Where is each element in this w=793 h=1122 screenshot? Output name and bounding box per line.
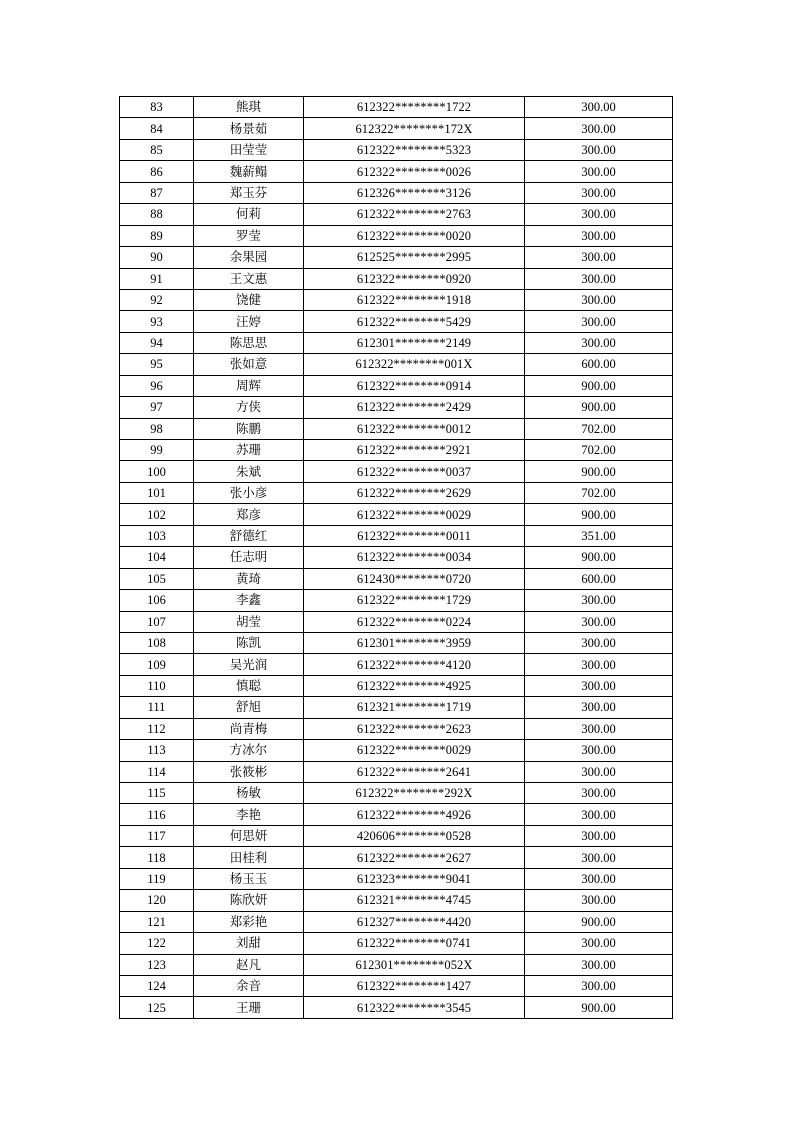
row-number-cell: 93 <box>120 311 194 332</box>
amount-cell: 300.00 <box>525 311 673 332</box>
amount-cell: 300.00 <box>525 247 673 268</box>
amount-cell: 300.00 <box>525 825 673 846</box>
name-cell: 余果园 <box>194 247 304 268</box>
id-number-cell: 612430********0720 <box>304 568 525 589</box>
amount-cell: 300.00 <box>525 954 673 975</box>
row-number-cell: 83 <box>120 97 194 118</box>
table-row <box>120 718 673 739</box>
name-cell: 田莹莹 <box>194 139 304 160</box>
name-cell: 王珊 <box>194 997 304 1018</box>
name-cell: 杨景茹 <box>194 118 304 139</box>
row-number-cell: 85 <box>120 139 194 160</box>
row-number-cell: 114 <box>120 761 194 782</box>
amount-cell: 300.00 <box>525 332 673 353</box>
id-number-cell: 612322********2763 <box>304 204 525 225</box>
id-number-cell: 612322********5323 <box>304 139 525 160</box>
id-number-cell: 612322********4925 <box>304 675 525 696</box>
row-number-cell: 86 <box>120 161 194 182</box>
amount-cell: 300.00 <box>525 740 673 761</box>
table-row <box>120 118 673 139</box>
row-number-cell: 89 <box>120 225 194 246</box>
amount-cell: 300.00 <box>525 225 673 246</box>
amount-cell: 900.00 <box>525 504 673 525</box>
table-row <box>120 890 673 911</box>
id-number-cell: 612322********0012 <box>304 418 525 439</box>
id-number-cell: 612322********0026 <box>304 161 525 182</box>
table-row <box>120 675 673 696</box>
name-cell: 陈鹏 <box>194 418 304 439</box>
table-row <box>120 590 673 611</box>
name-cell: 张筱彬 <box>194 761 304 782</box>
table-row <box>120 547 673 568</box>
name-cell: 郑彦 <box>194 504 304 525</box>
amount-cell: 300.00 <box>525 204 673 225</box>
id-number-cell: 612322********4120 <box>304 654 525 675</box>
amount-cell: 300.00 <box>525 868 673 889</box>
row-number-cell: 111 <box>120 697 194 718</box>
name-cell: 熊琪 <box>194 97 304 118</box>
row-number-cell: 103 <box>120 525 194 546</box>
amount-cell: 300.00 <box>525 804 673 825</box>
id-number-cell: 612301********3959 <box>304 632 525 653</box>
table-row <box>120 761 673 782</box>
name-cell: 陈欣妍 <box>194 890 304 911</box>
id-number-cell: 612322********2627 <box>304 847 525 868</box>
id-number-cell: 612322********2641 <box>304 761 525 782</box>
name-cell: 慎聪 <box>194 675 304 696</box>
table-row <box>120 783 673 804</box>
table-row <box>120 268 673 289</box>
row-number-cell: 84 <box>120 118 194 139</box>
amount-cell: 300.00 <box>525 890 673 911</box>
name-cell: 舒旭 <box>194 697 304 718</box>
row-number-cell: 95 <box>120 354 194 375</box>
row-number-cell: 107 <box>120 611 194 632</box>
table-row <box>120 804 673 825</box>
row-number-cell: 123 <box>120 954 194 975</box>
table-row <box>120 525 673 546</box>
id-number-cell: 612322********2629 <box>304 482 525 503</box>
name-cell: 余音 <box>194 975 304 996</box>
name-cell: 何莉 <box>194 204 304 225</box>
row-number-cell: 112 <box>120 718 194 739</box>
row-number-cell: 99 <box>120 440 194 461</box>
roster-table-body <box>120 97 673 1019</box>
id-number-cell: 612301********2149 <box>304 332 525 353</box>
table-row <box>120 440 673 461</box>
name-cell: 尚青梅 <box>194 718 304 739</box>
row-number-cell: 113 <box>120 740 194 761</box>
row-number-cell: 118 <box>120 847 194 868</box>
id-number-cell: 612322********0020 <box>304 225 525 246</box>
name-cell: 魏薪鳎 <box>194 161 304 182</box>
table-row <box>120 504 673 525</box>
name-cell: 郑玉芬 <box>194 182 304 203</box>
row-number-cell: 124 <box>120 975 194 996</box>
id-number-cell: 612321********4745 <box>304 890 525 911</box>
row-number-cell: 115 <box>120 783 194 804</box>
amount-cell: 900.00 <box>525 397 673 418</box>
id-number-cell: 612322********292X <box>304 783 525 804</box>
amount-cell: 300.00 <box>525 611 673 632</box>
amount-cell: 300.00 <box>525 289 673 310</box>
amount-cell: 900.00 <box>525 375 673 396</box>
id-number-cell: 612322********0034 <box>304 547 525 568</box>
id-number-cell: 612322********0920 <box>304 268 525 289</box>
row-number-cell: 110 <box>120 675 194 696</box>
amount-cell: 300.00 <box>525 654 673 675</box>
name-cell: 郑彩艳 <box>194 911 304 932</box>
id-number-cell: 612321********1719 <box>304 697 525 718</box>
table-row <box>120 482 673 503</box>
row-number-cell: 108 <box>120 632 194 653</box>
amount-cell: 300.00 <box>525 718 673 739</box>
id-number-cell: 612322********0914 <box>304 375 525 396</box>
name-cell: 张如意 <box>194 354 304 375</box>
name-cell: 黄琦 <box>194 568 304 589</box>
table-row <box>120 654 673 675</box>
amount-cell: 900.00 <box>525 461 673 482</box>
id-number-cell: 612322********001X <box>304 354 525 375</box>
table-row <box>120 182 673 203</box>
name-cell: 何思妍 <box>194 825 304 846</box>
table-row <box>120 311 673 332</box>
table-row <box>120 204 673 225</box>
table-row <box>120 397 673 418</box>
row-number-cell: 87 <box>120 182 194 203</box>
id-number-cell: 420606********0528 <box>304 825 525 846</box>
row-number-cell: 98 <box>120 418 194 439</box>
row-number-cell: 102 <box>120 504 194 525</box>
name-cell: 王文惠 <box>194 268 304 289</box>
table-row <box>120 161 673 182</box>
table-row <box>120 847 673 868</box>
table-row <box>120 332 673 353</box>
table-row <box>120 354 673 375</box>
id-number-cell: 612322********5429 <box>304 311 525 332</box>
id-number-cell: 612322********1918 <box>304 289 525 310</box>
name-cell: 饶健 <box>194 289 304 310</box>
table-row <box>120 225 673 246</box>
amount-cell: 300.00 <box>525 933 673 954</box>
table-row <box>120 997 673 1018</box>
id-number-cell: 612326********3126 <box>304 182 525 203</box>
row-number-cell: 105 <box>120 568 194 589</box>
table-row <box>120 139 673 160</box>
table-row <box>120 868 673 889</box>
table-row <box>120 289 673 310</box>
amount-cell: 702.00 <box>525 482 673 503</box>
amount-cell: 300.00 <box>525 697 673 718</box>
amount-cell: 900.00 <box>525 997 673 1018</box>
id-number-cell: 612322********0029 <box>304 740 525 761</box>
row-number-cell: 100 <box>120 461 194 482</box>
name-cell: 吴光润 <box>194 654 304 675</box>
name-cell: 胡莹 <box>194 611 304 632</box>
table-row <box>120 611 673 632</box>
amount-cell: 351.00 <box>525 525 673 546</box>
id-number-cell: 612322********4926 <box>304 804 525 825</box>
amount-cell: 900.00 <box>525 547 673 568</box>
amount-cell: 300.00 <box>525 847 673 868</box>
row-number-cell: 104 <box>120 547 194 568</box>
id-number-cell: 612322********0037 <box>304 461 525 482</box>
amount-cell: 300.00 <box>525 783 673 804</box>
id-number-cell: 612322********0029 <box>304 504 525 525</box>
row-number-cell: 125 <box>120 997 194 1018</box>
id-number-cell: 612322********2623 <box>304 718 525 739</box>
name-cell: 陈凯 <box>194 632 304 653</box>
amount-cell: 300.00 <box>525 118 673 139</box>
amount-cell: 300.00 <box>525 632 673 653</box>
row-number-cell: 92 <box>120 289 194 310</box>
id-number-cell: 612525********2995 <box>304 247 525 268</box>
amount-cell: 900.00 <box>525 911 673 932</box>
row-number-cell: 116 <box>120 804 194 825</box>
table-row <box>120 418 673 439</box>
row-number-cell: 109 <box>120 654 194 675</box>
name-cell: 杨玉玉 <box>194 868 304 889</box>
row-number-cell: 119 <box>120 868 194 889</box>
name-cell: 张小彦 <box>194 482 304 503</box>
table-row <box>120 825 673 846</box>
table-row <box>120 247 673 268</box>
table-row <box>120 568 673 589</box>
table-row <box>120 954 673 975</box>
amount-cell: 702.00 <box>525 440 673 461</box>
name-cell: 赵凡 <box>194 954 304 975</box>
amount-cell: 300.00 <box>525 161 673 182</box>
row-number-cell: 91 <box>120 268 194 289</box>
amount-cell: 300.00 <box>525 139 673 160</box>
row-number-cell: 96 <box>120 375 194 396</box>
amount-cell: 600.00 <box>525 568 673 589</box>
name-cell: 罗莹 <box>194 225 304 246</box>
table-row <box>120 632 673 653</box>
name-cell: 周辉 <box>194 375 304 396</box>
name-cell: 陈思思 <box>194 332 304 353</box>
amount-cell: 702.00 <box>525 418 673 439</box>
name-cell: 舒德红 <box>194 525 304 546</box>
name-cell: 任志明 <box>194 547 304 568</box>
row-number-cell: 122 <box>120 933 194 954</box>
id-number-cell: 612322********1722 <box>304 97 525 118</box>
amount-cell: 600.00 <box>525 354 673 375</box>
table-row <box>120 697 673 718</box>
name-cell: 苏珊 <box>194 440 304 461</box>
row-number-cell: 94 <box>120 332 194 353</box>
amount-cell: 300.00 <box>525 268 673 289</box>
id-number-cell: 612322********2429 <box>304 397 525 418</box>
name-cell: 汪婷 <box>194 311 304 332</box>
subsidy-roster-table <box>119 96 673 1019</box>
row-number-cell: 117 <box>120 825 194 846</box>
id-number-cell: 612322********0741 <box>304 933 525 954</box>
id-number-cell: 612327********4420 <box>304 911 525 932</box>
name-cell: 杨敏 <box>194 783 304 804</box>
name-cell: 方冰尔 <box>194 740 304 761</box>
row-number-cell: 101 <box>120 482 194 503</box>
amount-cell: 300.00 <box>525 761 673 782</box>
id-number-cell: 612322********0011 <box>304 525 525 546</box>
row-number-cell: 90 <box>120 247 194 268</box>
row-number-cell: 106 <box>120 590 194 611</box>
table-row <box>120 97 673 118</box>
amount-cell: 300.00 <box>525 97 673 118</box>
name-cell: 刘甜 <box>194 933 304 954</box>
table-row <box>120 461 673 482</box>
id-number-cell: 612322********2921 <box>304 440 525 461</box>
name-cell: 田桂利 <box>194 847 304 868</box>
id-number-cell: 612322********172X <box>304 118 525 139</box>
table-row <box>120 740 673 761</box>
id-number-cell: 612322********0224 <box>304 611 525 632</box>
table-row <box>120 375 673 396</box>
table-row <box>120 911 673 932</box>
row-number-cell: 97 <box>120 397 194 418</box>
name-cell: 李艳 <box>194 804 304 825</box>
row-number-cell: 88 <box>120 204 194 225</box>
id-number-cell: 612323********9041 <box>304 868 525 889</box>
name-cell: 方侠 <box>194 397 304 418</box>
row-number-cell: 120 <box>120 890 194 911</box>
id-number-cell: 612322********1729 <box>304 590 525 611</box>
table-row <box>120 975 673 996</box>
amount-cell: 300.00 <box>525 975 673 996</box>
amount-cell: 300.00 <box>525 675 673 696</box>
amount-cell: 300.00 <box>525 590 673 611</box>
amount-cell: 300.00 <box>525 182 673 203</box>
id-number-cell: 612322********1427 <box>304 975 525 996</box>
name-cell: 朱斌 <box>194 461 304 482</box>
name-cell: 李鑫 <box>194 590 304 611</box>
row-number-cell: 121 <box>120 911 194 932</box>
id-number-cell: 612322********3545 <box>304 997 525 1018</box>
table-row <box>120 933 673 954</box>
id-number-cell: 612301********052X <box>304 954 525 975</box>
